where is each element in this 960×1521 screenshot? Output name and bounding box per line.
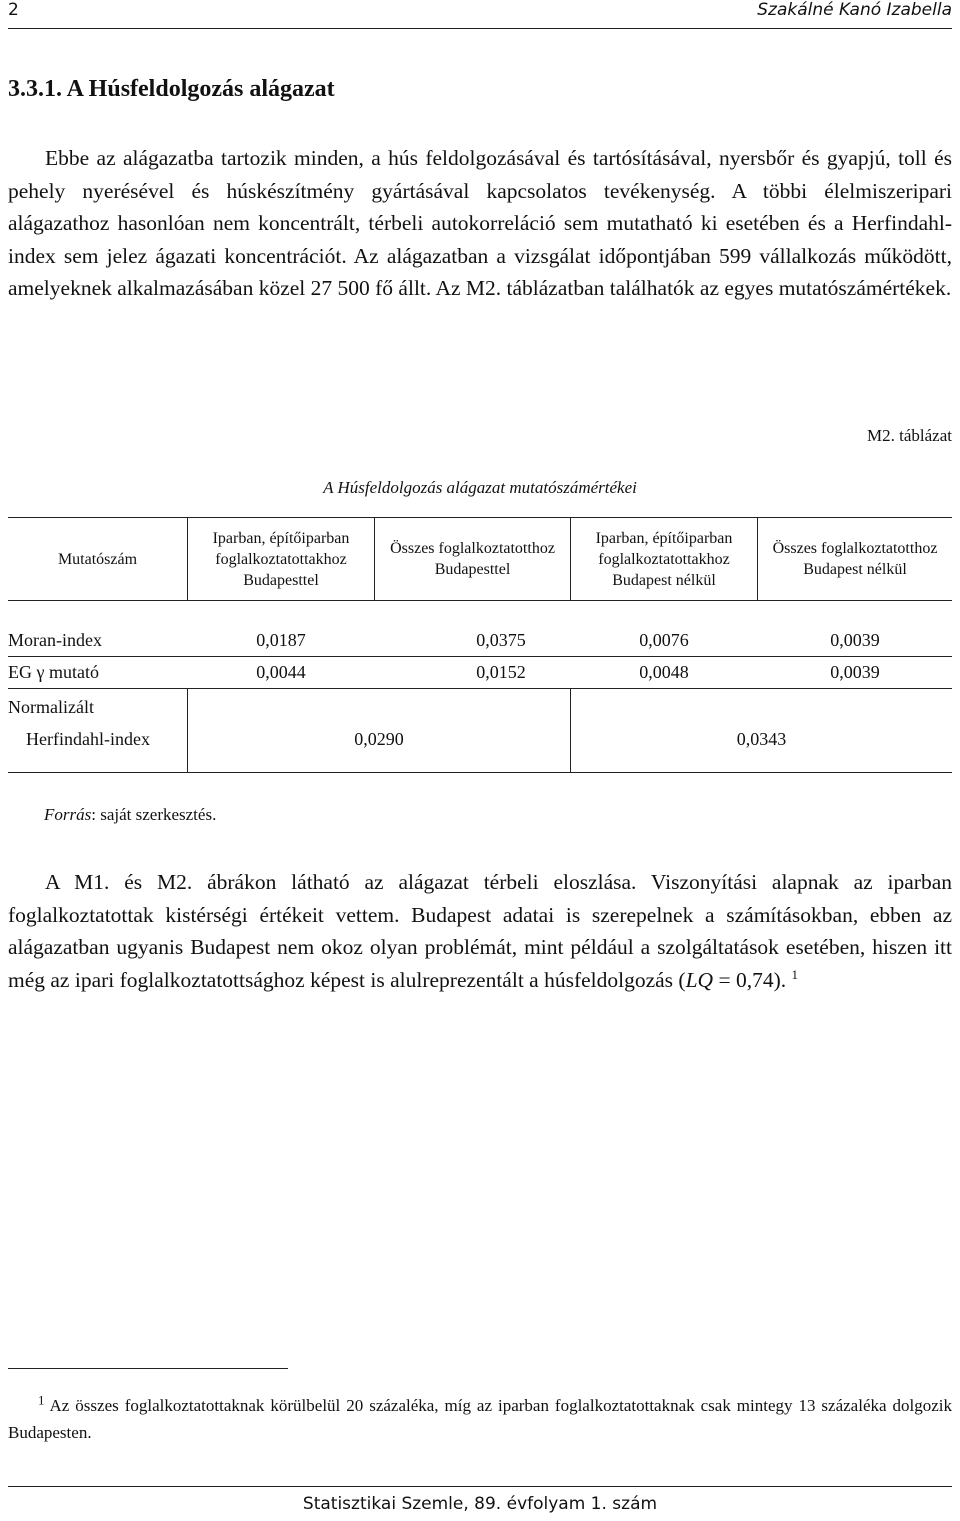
row-label-line1: Normalizált	[8, 697, 94, 717]
lq-symbol: LQ	[685, 967, 714, 992]
table-label: M2. táblázat	[867, 426, 952, 445]
body-paragraph-end: = 0,74).	[713, 967, 787, 992]
footnote	[8, 1392, 952, 1446]
body-paragraph-text: A M1. és M2. ábrákon látható az alágazat térbeli eloszlása. Viszonyítási alapnak az iparban foglalkoztatottak kistérségi értékeit vettem. Budapest adatai is szerepelnek a számításokban, ebben az alágazatban ugyanis Budapest nem okoz olyan problémát, mint például a szolgáltatások esetében, hiszen itt még az ipari foglalkoztatottsághoz képest is alulreprezentált a húsfeldolgozás (	[8, 870, 952, 992]
table-cell: 0,0039	[830, 662, 880, 682]
intro-paragraph	[8, 142, 952, 305]
table-header-cell: Iparban, építőiparban foglalkoztatottakhoz Budapesttel	[212, 529, 350, 589]
section-title: 3.3.1. A Húsfeldolgozás alágazat	[8, 76, 335, 102]
table-cell: 0,0343	[736, 729, 787, 749]
table-caption: A Húsfeldolgozás alágazat mutatószámértékei	[323, 478, 637, 497]
table-row-divider	[8, 688, 952, 689]
table-header-rule	[8, 600, 952, 601]
table-cell: 0,0076	[639, 630, 689, 650]
table-cell: 0,0290	[354, 729, 404, 749]
footnote-text: Az összes foglalkoztatottaknak körülbelül 20 százaléka, míg az iparban foglalkoztatottaknak csak mintegy 13 százaléka dolgozik Budapesten.	[8, 1396, 952, 1442]
journal-footer: Statisztikai Szemle, 89. évfolyam 1. szám	[302, 1494, 658, 1514]
footer-rule	[8, 1486, 952, 1487]
header-rule	[8, 28, 952, 29]
page-header	[8, 0, 952, 26]
table-cell: 0,0152	[476, 662, 526, 682]
running-author: Szakálné Kanó Izabella	[757, 0, 952, 20]
intro-paragraph-text: Ebbe az alágazatba tartozik minden, a hús feldolgozásával és tartósításával, nyersbőr és gyapjú, toll és pehely nyerésével és húskészítmény gyártásával kapcsolatos tevékenység. A többi élelmiszeripari alágazathoz hasonlóan nem koncentrált, térbeli autokorreláció sem mutatható ki esetében és a Herfindahl-index sem jelez ágazati koncentrációt. Az alágazatban a vizsgálat időpontjában 599 vállalkozás működött, amelyeknek alkalmazásában közel 27 500 fő állt. Az M2. táblázatban találhatók az egyes mutatószámértékek.	[8, 146, 952, 300]
page-number: 2	[8, 0, 19, 20]
table-header-cell: Mutatószám	[57, 550, 138, 568]
table-header-cell: Iparban, építőiparban foglalkoztatottakhoz Budapest nélkül	[595, 529, 733, 589]
table-cell: 0,0375	[476, 630, 526, 650]
footnote-rule	[8, 1368, 288, 1369]
table-header-cell: Összes foglalkoztatotthoz Budapest nélkül	[772, 540, 938, 578]
table-cell: 0,0039	[830, 630, 880, 650]
source-text: : saját szerkesztés.	[91, 805, 217, 824]
body-paragraph	[8, 866, 952, 996]
table-source	[44, 805, 216, 825]
row-label: Moran-index	[8, 630, 102, 650]
table-row-divider	[8, 656, 952, 657]
row-label: EG γ mutató	[8, 662, 99, 682]
row-label-line2: Herfindahl-index	[26, 729, 150, 749]
table-cell: 0,0048	[639, 662, 689, 682]
footnote-reference: 1	[791, 966, 798, 982]
table-cell: 0,0044	[256, 662, 306, 682]
source-label: Forrás	[44, 805, 92, 824]
table-header-cell: Összes foglalkoztatotthoz Budapesttel	[390, 540, 555, 578]
table-bottom-rule	[8, 772, 952, 773]
table-cell: 0,0187	[256, 630, 306, 650]
footnote-marker: 1	[38, 1392, 45, 1408]
